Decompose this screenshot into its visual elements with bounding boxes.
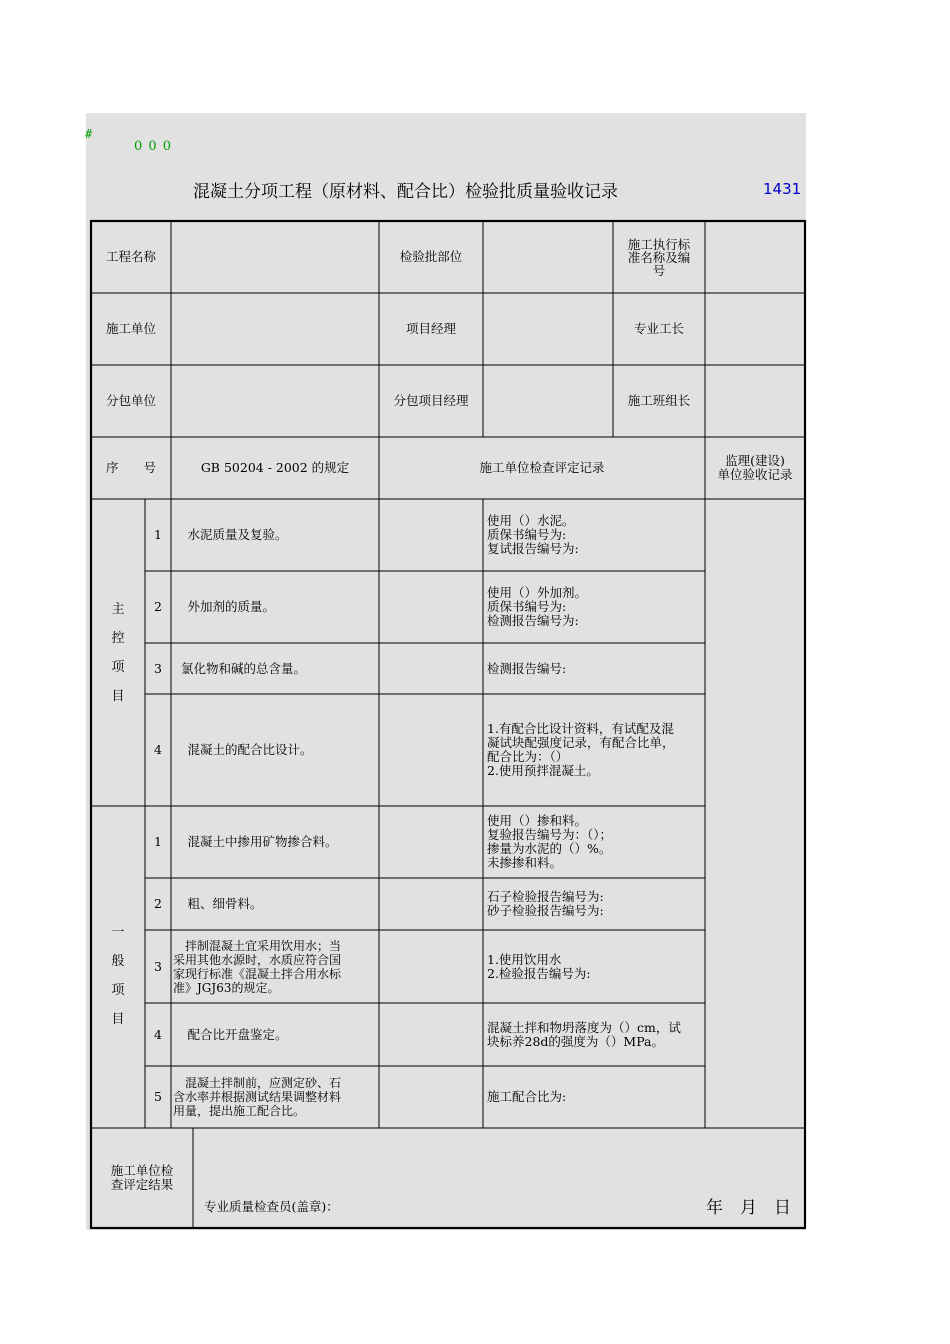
item-description: 混凝土的配合比设计。 <box>175 742 313 757</box>
item-number: 3 <box>154 660 162 676</box>
general-items-label: 一 般 项 目 <box>111 925 125 1027</box>
project-manager-label: 项目经理 <box>405 321 456 336</box>
spec-header: GB 50204 - 2002 的规定 <box>200 460 350 475</box>
subcontract-unit-value[interactable] <box>171 365 379 437</box>
corner-mark: # <box>85 127 93 141</box>
item-number: 4 <box>154 742 162 757</box>
inspector-label: 专业质量检查员(盖章)： <box>204 1199 339 1214</box>
form-number: 1431 <box>763 180 802 198</box>
project-name-value[interactable] <box>171 221 379 293</box>
team-leader-value[interactable] <box>705 365 805 437</box>
seq-header: 序 号 <box>105 460 156 475</box>
item-record[interactable]: 混凝土拌和物坍落度为（）cm，试 块标养28d的强度为（）MPa。 <box>487 1019 681 1049</box>
item-record[interactable]: 检测报告编号: <box>487 660 567 676</box>
item-record[interactable]: 1.有配合比设计资料，有试配及混 凝试块配强度记录，有配合比单， 配合比为：（） 2.使用预拌混凝土。 <box>487 721 675 778</box>
item-record[interactable]: 施工配合比为: <box>487 1089 567 1104</box>
construction-unit-value[interactable] <box>171 293 379 365</box>
page-title: 混凝土分项工程（原材料、配合比）检验批质量验收记录 <box>193 182 618 202</box>
foreman-value[interactable] <box>705 293 805 365</box>
result-value[interactable] <box>193 1128 805 1188</box>
item-record[interactable]: 使用（）外加剂。 质保书编号为: 检测报告编号为: <box>487 585 588 628</box>
item-description: 拌制混凝土宜采用饮用水；当 采用其他水源时，水质应符合国 家现行标准《混凝土拌合用水标 准》JGJ63的规定。 <box>173 938 342 995</box>
inspection-part-label: 检验批部位 <box>399 249 463 264</box>
sub-project-manager-value[interactable] <box>483 365 613 437</box>
supervision-header: 监理(建设) 单位验收记录 <box>717 453 793 482</box>
item-blank[interactable] <box>379 571 483 643</box>
item-record[interactable]: 1.使用饮用水 2.检验报告编号为: <box>487 951 591 981</box>
item-number: 2 <box>154 896 162 911</box>
item-blank[interactable] <box>379 499 483 571</box>
item-description: 混凝土中掺用矿物掺合料。 <box>175 834 338 849</box>
item-number: 4 <box>154 1026 162 1042</box>
item-record[interactable]: 石子检验报告编号为: 砂子检验报告编号为: <box>487 889 604 918</box>
main-control-label: 主 控 项 目 <box>111 601 125 704</box>
item-blank[interactable] <box>379 1003 483 1066</box>
project-manager-value[interactable] <box>483 293 613 365</box>
item-blank[interactable] <box>379 806 483 878</box>
item-description: 混凝土拌制前，应测定砂、石 含水率并根据测试结果调整材料 用量，提出施工配合比。 <box>173 1076 342 1118</box>
supervision-record[interactable] <box>705 499 805 1128</box>
item-blank[interactable] <box>379 1066 483 1128</box>
date-label: 年 月 日 <box>706 1198 791 1218</box>
item-blank[interactable] <box>379 643 483 694</box>
check-record-header: 施工单位检查评定记录 <box>479 460 605 475</box>
standard-label: 施工执行标 准名称及编 号 <box>627 236 691 278</box>
construction-unit-label: 施工单位 <box>105 321 156 336</box>
item-blank[interactable] <box>379 694 483 806</box>
item-number: 1 <box>154 527 162 542</box>
item-description: 氯化物和碱的总含量。 <box>181 660 307 676</box>
subcontract-unit-label: 分包单位 <box>105 393 156 408</box>
sub-project-manager-label: 分包项目经理 <box>393 393 469 408</box>
standard-value[interactable] <box>705 221 805 293</box>
item-description: 粗、细骨料。 <box>175 896 263 911</box>
item-number: 1 <box>154 834 162 849</box>
item-record[interactable]: 使用（）水泥。 质保书编号为: 复试报告编号为: <box>487 513 579 556</box>
item-blank[interactable] <box>379 930 483 1003</box>
item-blank[interactable] <box>379 878 483 930</box>
item-description: 配合比开盘鉴定。 <box>175 1026 288 1042</box>
item-description: 外加剂的质量。 <box>175 599 276 614</box>
item-record[interactable]: 使用（）掺和料。 复验报告编号为：（）； 掺量为水泥的（）%。 未掺掺和料。 <box>487 813 613 870</box>
team-leader-label: 施工班组长 <box>627 393 691 408</box>
foreman-label: 专业工长 <box>633 321 684 336</box>
inspection-part-value[interactable] <box>483 221 613 293</box>
item-number: 3 <box>154 958 162 974</box>
item-number: 5 <box>154 1089 162 1104</box>
item-number: 2 <box>154 599 162 614</box>
zero-marks: 0 0 0 <box>134 139 173 154</box>
project-name-label: 工程名称 <box>105 249 156 264</box>
result-label: 施工单位检 查评定结果 <box>110 1163 174 1192</box>
item-description: 水泥质量及复验。 <box>175 527 288 542</box>
